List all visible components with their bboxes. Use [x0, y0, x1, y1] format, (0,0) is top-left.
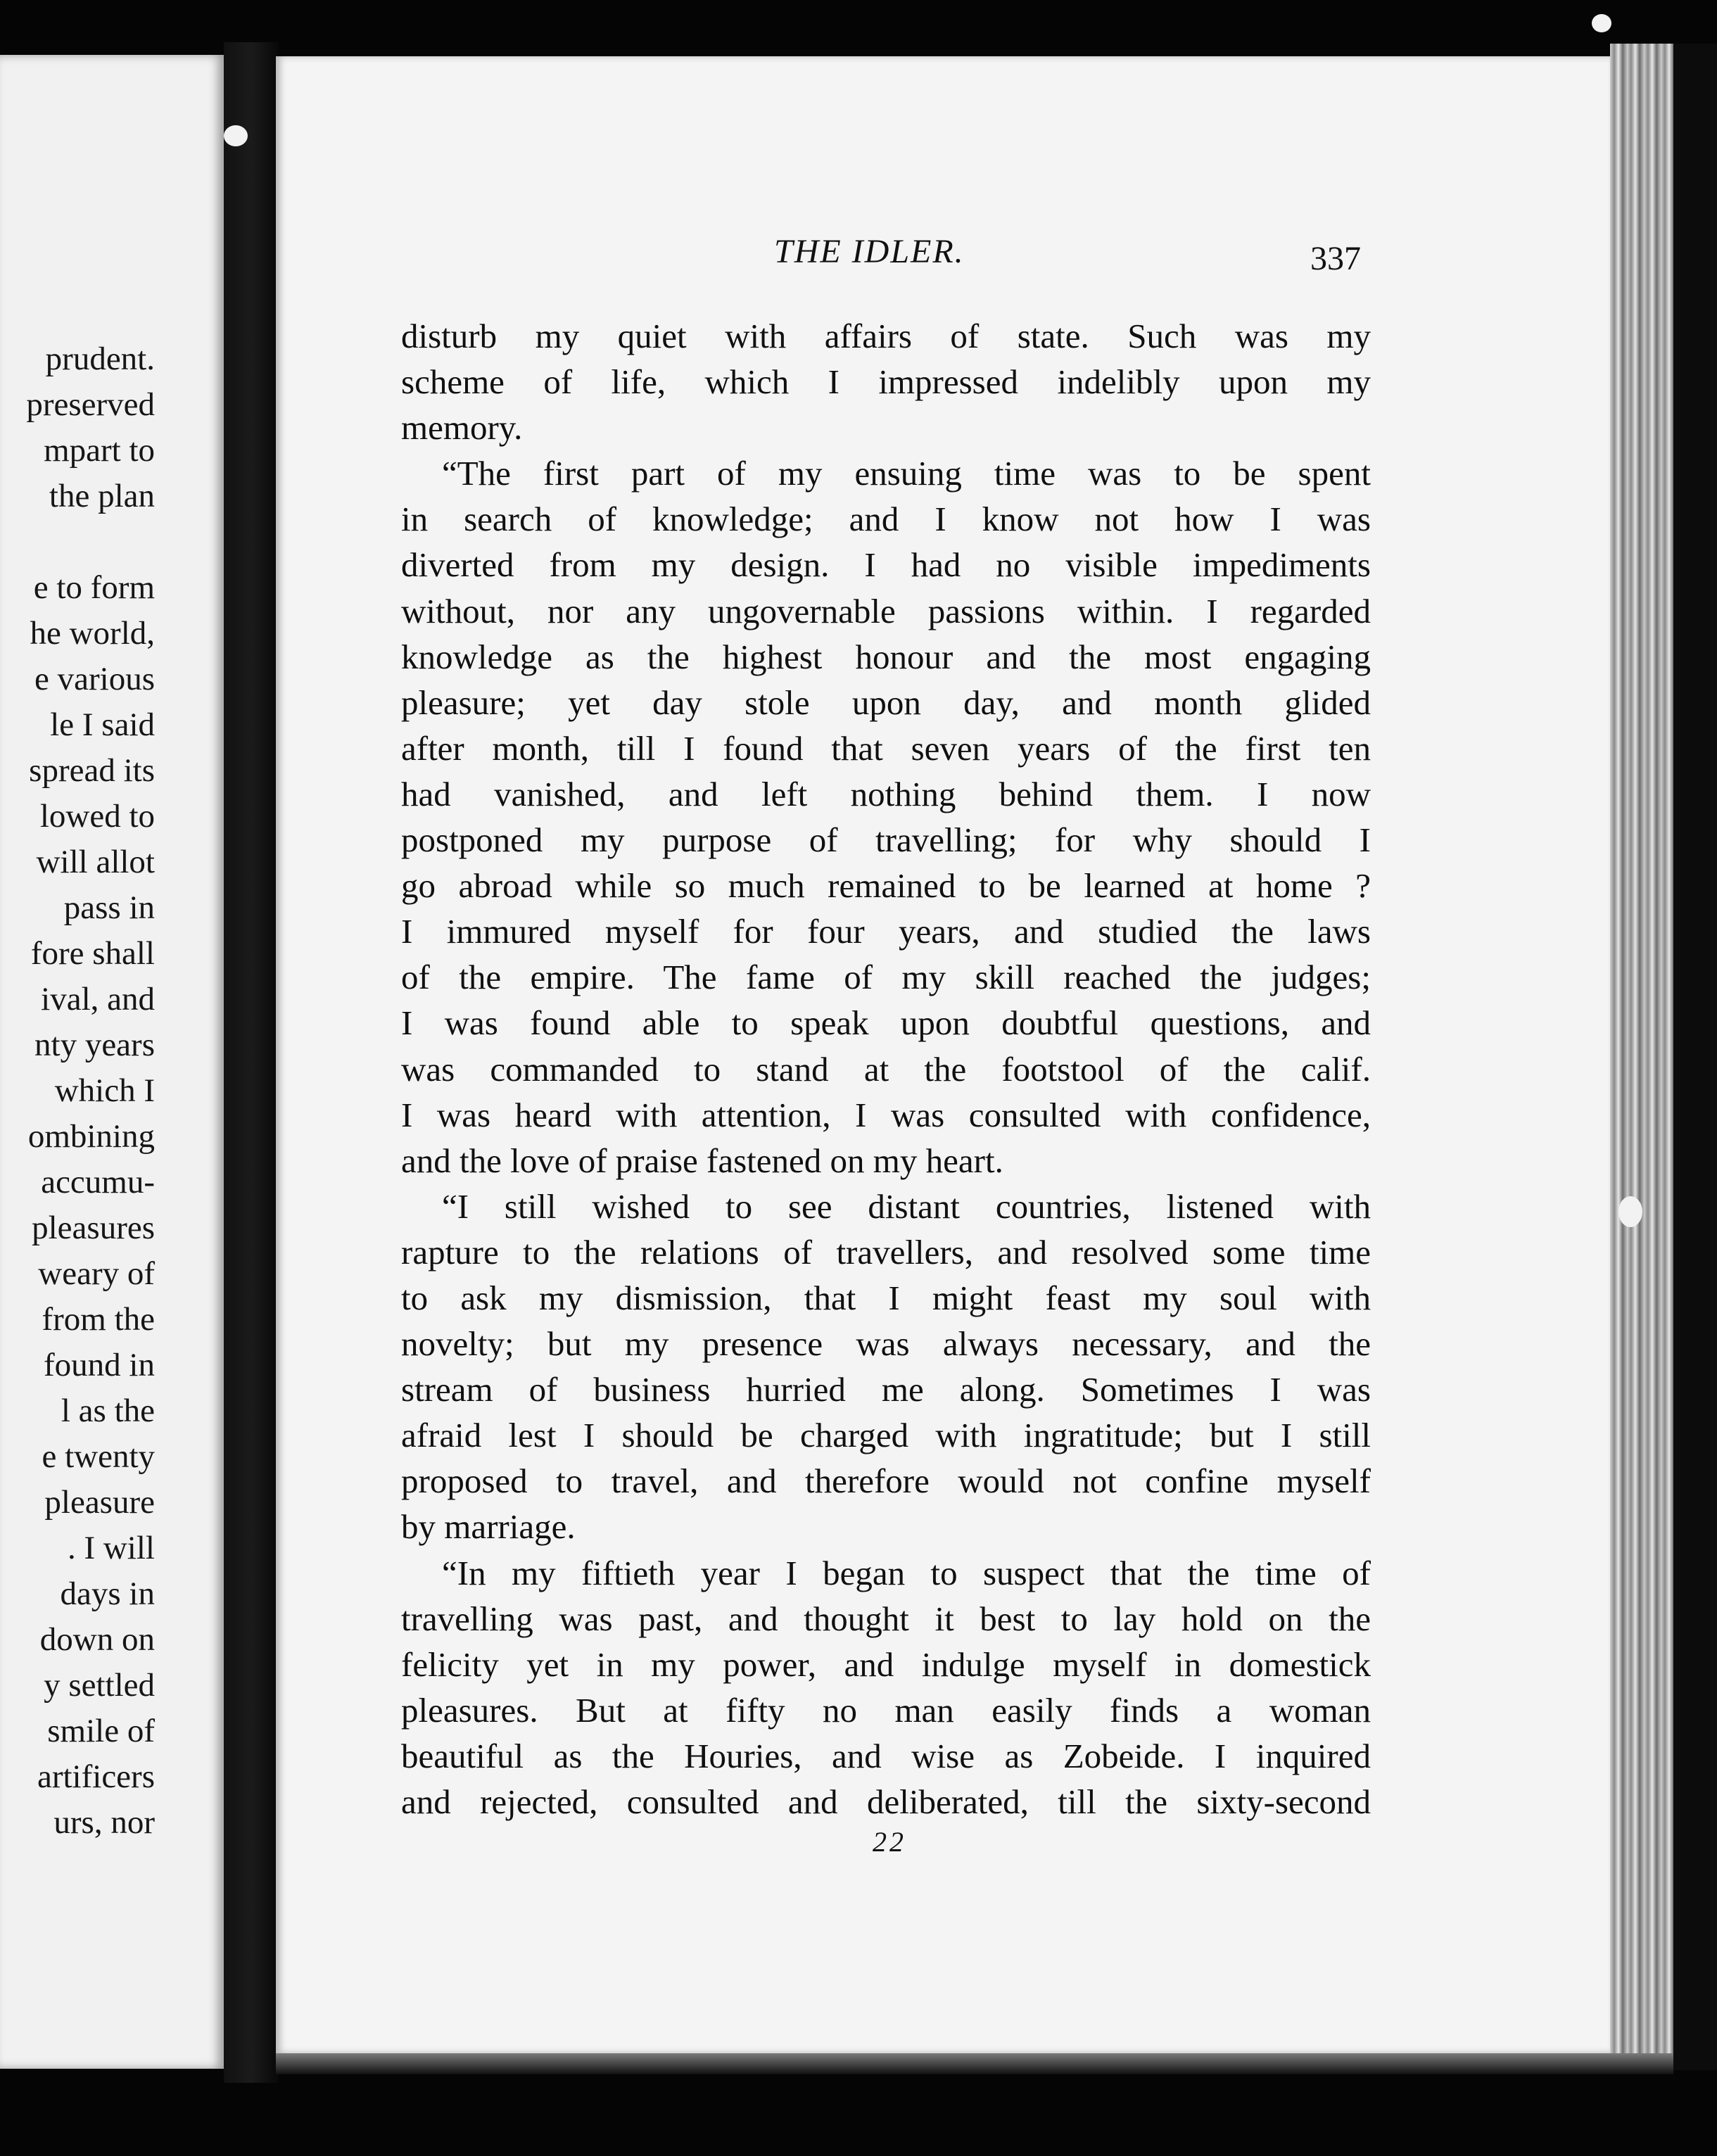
text-line: travelling was past, and thought it best to lay hold on the — [401, 1599, 1371, 1638]
left-page-line: mpart to — [44, 432, 155, 469]
text-line: without, nor any ungovernable passions within. I regarded — [401, 591, 1371, 630]
text-line: after month, till I found that seven years of the first ten — [401, 728, 1371, 768]
left-page-line: days in — [60, 1575, 155, 1612]
left-page-line: weary of — [38, 1255, 155, 1292]
left-page-line: ombining — [27, 1118, 155, 1155]
text-line: “In my fiftieth year I began to suspect that the time of — [442, 1553, 1371, 1592]
text-line: “The first part of my ensuing time was to be spent — [442, 454, 1371, 493]
text-line: felicity yet in my power, and indulge myself in domestick — [401, 1644, 1371, 1684]
left-page-line: le I said — [50, 706, 155, 743]
text-line: in search of knowledge; and I know not how I was — [401, 500, 1371, 539]
left-page-line: e twenty — [42, 1438, 155, 1475]
left-page-line: e various — [34, 661, 155, 697]
left-page-line: which I — [54, 1072, 155, 1109]
left-page-line: preserved — [26, 386, 155, 423]
left-page-line: pleasure — [44, 1484, 155, 1521]
text-line: novelty; but my presence was always necessary, and the — [401, 1324, 1371, 1364]
left-page-line: down on — [39, 1621, 155, 1658]
text-line: “I still wished to see distant countries, listened with — [442, 1186, 1371, 1226]
text-line: was commanded to stand at the footstool of the calif. — [401, 1049, 1371, 1089]
left-page-line: pleasures — [32, 1210, 155, 1246]
left-facing-page — [0, 55, 224, 2069]
page-body-text — [401, 313, 1371, 1825]
text-line: afraid lest I should be charged with ingratitude; but I still — [401, 1416, 1371, 1455]
left-page-line: he world, — [30, 615, 155, 652]
left-page-line: from the — [42, 1301, 155, 1338]
text-line: scheme of life, which I impressed indelibly upon my — [401, 362, 1371, 402]
left-page-line: artificers — [37, 1758, 155, 1795]
text-line: had vanished, and left nothing behind them. I now — [401, 774, 1371, 813]
text-line: pleasure; yet day stole upon day, and month glided — [401, 683, 1371, 722]
book-gutter — [224, 42, 279, 2083]
text-line: pleasures. But at fifty no man easily finds a woman — [401, 1690, 1371, 1730]
left-page-line: smile of — [47, 1713, 155, 1749]
left-page-line: y settled — [44, 1667, 155, 1704]
text-line: knowledge as the highest honour and the most engaging — [401, 637, 1371, 676]
text-line: by marriage. — [401, 1507, 576, 1547]
left-page-line: the plan — [49, 478, 155, 514]
text-line: postponed my purpose of travelling; for why should I — [401, 820, 1371, 860]
text-line: rapture to the relations of travellers, and resolved some time — [401, 1232, 1371, 1272]
text-line: diverted from my design. I had no visible impediments — [401, 545, 1371, 585]
left-page-line: l as the — [61, 1393, 155, 1429]
text-line: stream of business hurried me along. Sometimes I was — [401, 1370, 1371, 1409]
text-line: I was found able to speak upon doubtful questions, and — [401, 1003, 1371, 1043]
text-line: I was heard with attention, I was consulted with confidence, — [401, 1095, 1371, 1134]
left-page-line: pass in — [63, 889, 155, 926]
text-line: and rejected, consulted and deliberated, till the sixty-second — [401, 1782, 1371, 1821]
signature-mark: 22 — [873, 1826, 906, 1858]
page-number: 337 — [1310, 240, 1361, 277]
paper-speck — [1592, 14, 1611, 32]
left-page-line: e to form — [33, 569, 155, 606]
text-line: proposed to travel, and therefore would not confine myself — [401, 1461, 1371, 1501]
left-page-line: found in — [44, 1347, 155, 1383]
left-page-line: fore shall — [30, 935, 155, 972]
text-line: and the love of praise fastened on my heart. — [401, 1141, 1003, 1180]
left-page-line: spread its — [29, 752, 155, 789]
running-head: THE IDLER. — [774, 233, 965, 270]
left-page-line: . I will — [67, 1530, 155, 1566]
left-page-line: will allot — [36, 844, 155, 880]
page-edges — [1610, 44, 1673, 2070]
left-page-text — [0, 336, 224, 1846]
paper-speck — [1618, 1196, 1642, 1227]
left-page-line: lowed to — [39, 798, 155, 835]
left-page-line: ival, and — [41, 981, 155, 1017]
text-line: memory. — [401, 408, 523, 448]
text-line: of the empire. The fame of my skill reached the judges; — [401, 958, 1371, 997]
left-page-line: prudent. — [45, 341, 155, 377]
left-page-line: urs, nor — [53, 1804, 155, 1841]
text-line: beautiful as the Houries, and wise as Zobeide. I inquired — [401, 1736, 1371, 1775]
left-page-line: nty years — [34, 1027, 155, 1063]
text-line: I immured myself for four years, and studied the laws — [401, 912, 1371, 951]
paper-speck — [224, 125, 248, 146]
text-line: disturb my quiet with affairs of state. Such was my — [401, 317, 1371, 355]
text-line: go abroad while so much remained to be learned at home ? — [401, 866, 1371, 906]
book-cover-edge — [1673, 44, 1717, 2070]
page-bottom-shadow — [276, 2053, 1673, 2074]
text-line: to ask my dismission, that I might feast my soul with — [401, 1278, 1371, 1317]
left-page-line: accumu- — [41, 1164, 155, 1200]
